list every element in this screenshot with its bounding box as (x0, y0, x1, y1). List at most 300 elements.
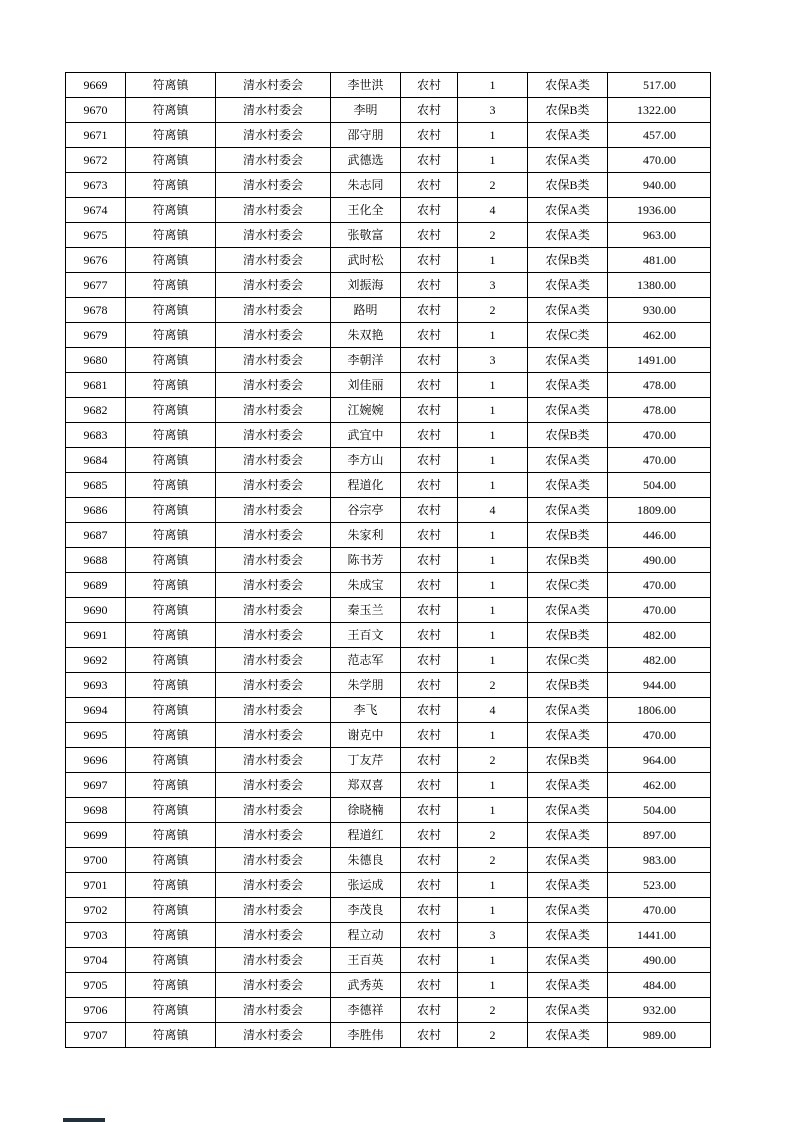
table-cell-residence: 农村 (401, 73, 458, 98)
table-cell-town: 符离镇 (126, 423, 216, 448)
table-cell-amount: 470.00 (608, 148, 711, 173)
table-cell-seq: 9704 (66, 948, 126, 973)
table-cell-seq: 9701 (66, 873, 126, 898)
table-cell-town: 符离镇 (126, 823, 216, 848)
table-row (66, 1023, 711, 1048)
table-row (66, 648, 711, 673)
table-cell-town: 符离镇 (126, 348, 216, 373)
table-cell-residence: 农村 (401, 898, 458, 923)
table-cell-name: 刘振海 (331, 273, 401, 298)
table-row (66, 473, 711, 498)
table-cell-scheme: 农保C类 (528, 573, 608, 598)
table-cell-town: 符离镇 (126, 873, 216, 898)
table-cell-residence: 农村 (401, 923, 458, 948)
table-cell-name: 武宜中 (331, 423, 401, 448)
table-cell-residence: 农村 (401, 548, 458, 573)
table-cell-residence: 农村 (401, 473, 458, 498)
table-row (66, 548, 711, 573)
table-cell-residence: 农村 (401, 498, 458, 523)
table-cell-residence: 农村 (401, 773, 458, 798)
table-cell-residence: 农村 (401, 348, 458, 373)
table-row (66, 523, 711, 548)
table-cell-residence: 农村 (401, 823, 458, 848)
table-cell-scheme: 农保A类 (528, 348, 608, 373)
table-cell-persons: 1 (458, 423, 528, 448)
table-cell-residence: 农村 (401, 373, 458, 398)
table-cell-amount: 470.00 (608, 448, 711, 473)
table-cell-persons: 2 (458, 848, 528, 873)
table-cell-scheme: 农保A类 (528, 948, 608, 973)
table-cell-scheme: 农保A类 (528, 973, 608, 998)
table-row (66, 148, 711, 173)
table-cell-seq: 9680 (66, 348, 126, 373)
table-row (66, 923, 711, 948)
table-cell-name: 郑双喜 (331, 773, 401, 798)
table-cell-village: 清水村委会 (216, 673, 331, 698)
table-cell-village: 清水村委会 (216, 998, 331, 1023)
table-cell-town: 符离镇 (126, 748, 216, 773)
table-row (66, 173, 711, 198)
table-cell-scheme: 农保A类 (528, 698, 608, 723)
table-cell-name: 丁友芹 (331, 748, 401, 773)
table-cell-village: 清水村委会 (216, 498, 331, 523)
table-cell-residence: 农村 (401, 1023, 458, 1048)
table-row (66, 323, 711, 348)
table-cell-name: 李胜伟 (331, 1023, 401, 1048)
table-cell-scheme: 农保A类 (528, 773, 608, 798)
table-row (66, 673, 711, 698)
table-cell-town: 符离镇 (126, 198, 216, 223)
table-cell-seq: 9696 (66, 748, 126, 773)
table-cell-name: 李朝洋 (331, 348, 401, 373)
table-cell-scheme: 农保A类 (528, 148, 608, 173)
table-row (66, 273, 711, 298)
table-cell-village: 清水村委会 (216, 648, 331, 673)
table-cell-residence: 农村 (401, 698, 458, 723)
table-cell-town: 符离镇 (126, 123, 216, 148)
next-page-row-fragment (63, 1118, 105, 1122)
table-cell-town: 符离镇 (126, 173, 216, 198)
table-cell-name: 朱成宝 (331, 573, 401, 598)
table-cell-name: 朱志同 (331, 173, 401, 198)
table-cell-persons: 1 (458, 873, 528, 898)
table-cell-persons: 1 (458, 973, 528, 998)
table-cell-residence: 农村 (401, 623, 458, 648)
table-cell-village: 清水村委会 (216, 523, 331, 548)
table-cell-town: 符离镇 (126, 898, 216, 923)
table-cell-persons: 2 (458, 673, 528, 698)
table-cell-amount: 897.00 (608, 823, 711, 848)
table-cell-village: 清水村委会 (216, 823, 331, 848)
table-cell-village: 清水村委会 (216, 373, 331, 398)
table-cell-scheme: 农保A类 (528, 398, 608, 423)
table-cell-amount: 478.00 (608, 398, 711, 423)
table-cell-residence: 农村 (401, 398, 458, 423)
table-cell-name: 王百英 (331, 948, 401, 973)
table-cell-scheme: 农保A类 (528, 798, 608, 823)
table-cell-scheme: 农保A类 (528, 898, 608, 923)
table-cell-town: 符离镇 (126, 298, 216, 323)
table-cell-seq: 9702 (66, 898, 126, 923)
table-cell-scheme: 农保A类 (528, 298, 608, 323)
table-cell-village: 清水村委会 (216, 573, 331, 598)
table-cell-seq: 9700 (66, 848, 126, 873)
table-cell-name: 路明 (331, 298, 401, 323)
table-cell-village: 清水村委会 (216, 148, 331, 173)
table-cell-seq: 9691 (66, 623, 126, 648)
table-cell-persons: 1 (458, 248, 528, 273)
table-row (66, 198, 711, 223)
table-row (66, 823, 711, 848)
table-cell-town: 符离镇 (126, 148, 216, 173)
table-cell-village: 清水村委会 (216, 173, 331, 198)
table-cell-scheme: 农保A类 (528, 73, 608, 98)
table-cell-name: 李世洪 (331, 73, 401, 98)
table-cell-town: 符离镇 (126, 598, 216, 623)
table-cell-town: 符离镇 (126, 848, 216, 873)
table-cell-scheme: 农保A类 (528, 823, 608, 848)
table-cell-seq: 9707 (66, 1023, 126, 1048)
table-cell-seq: 9706 (66, 998, 126, 1023)
table-cell-name: 徐晓楠 (331, 798, 401, 823)
table-cell-seq: 9686 (66, 498, 126, 523)
table-cell-town: 符离镇 (126, 73, 216, 98)
table-cell-town: 符离镇 (126, 523, 216, 548)
table-row (66, 348, 711, 373)
table-cell-village: 清水村委会 (216, 748, 331, 773)
table-cell-seq: 9679 (66, 323, 126, 348)
table-cell-name: 程道红 (331, 823, 401, 848)
table-cell-amount: 940.00 (608, 173, 711, 198)
table-cell-persons: 1 (458, 73, 528, 98)
table-cell-scheme: 农保B类 (528, 548, 608, 573)
table-row (66, 423, 711, 448)
table-row (66, 898, 711, 923)
table-cell-village: 清水村委会 (216, 398, 331, 423)
table-cell-amount: 1380.00 (608, 273, 711, 298)
table-cell-name: 武秀英 (331, 973, 401, 998)
table-cell-village: 清水村委会 (216, 123, 331, 148)
table-cell-scheme: 农保A类 (528, 998, 608, 1023)
table-row (66, 123, 711, 148)
table-cell-scheme: 农保A类 (528, 873, 608, 898)
table-cell-scheme: 农保A类 (528, 448, 608, 473)
table-cell-town: 符离镇 (126, 723, 216, 748)
table-cell-scheme: 农保B类 (528, 248, 608, 273)
table-cell-village: 清水村委会 (216, 473, 331, 498)
table-cell-persons: 3 (458, 348, 528, 373)
table-cell-name: 李飞 (331, 698, 401, 723)
table-cell-town: 符离镇 (126, 398, 216, 423)
table-row (66, 798, 711, 823)
table-cell-village: 清水村委会 (216, 848, 331, 873)
table-cell-seq: 9694 (66, 698, 126, 723)
table-cell-name: 秦玉兰 (331, 598, 401, 623)
table-cell-seq: 9683 (66, 423, 126, 448)
table-cell-village: 清水村委会 (216, 73, 331, 98)
table-cell-seq: 9671 (66, 123, 126, 148)
table-cell-village: 清水村委会 (216, 198, 331, 223)
table-cell-village: 清水村委会 (216, 623, 331, 648)
table-cell-persons: 1 (458, 548, 528, 573)
table-cell-scheme: 农保A类 (528, 848, 608, 873)
table-cell-town: 符离镇 (126, 673, 216, 698)
table-cell-seq: 9675 (66, 223, 126, 248)
table-cell-scheme: 农保B类 (528, 623, 608, 648)
table-cell-seq: 9669 (66, 73, 126, 98)
table-cell-amount: 1936.00 (608, 198, 711, 223)
table-cell-amount: 482.00 (608, 623, 711, 648)
table-cell-village: 清水村委会 (216, 298, 331, 323)
table-cell-name: 武时松 (331, 248, 401, 273)
table-cell-town: 符离镇 (126, 323, 216, 348)
table-cell-persons: 1 (458, 323, 528, 348)
table-cell-persons: 1 (458, 123, 528, 148)
table-cell-scheme: 农保A类 (528, 723, 608, 748)
table-cell-amount: 932.00 (608, 998, 711, 1023)
table-cell-seq: 9687 (66, 523, 126, 548)
table-cell-village: 清水村委会 (216, 723, 331, 748)
table-cell-town: 符离镇 (126, 623, 216, 648)
table-row (66, 248, 711, 273)
table-cell-amount: 470.00 (608, 898, 711, 923)
table-cell-seq: 9697 (66, 773, 126, 798)
table-cell-name: 王化全 (331, 198, 401, 223)
table-cell-residence: 农村 (401, 848, 458, 873)
table-cell-persons: 2 (458, 298, 528, 323)
table-cell-amount: 457.00 (608, 123, 711, 148)
table-cell-amount: 478.00 (608, 373, 711, 398)
table-cell-persons: 2 (458, 173, 528, 198)
table-cell-scheme: 农保B类 (528, 748, 608, 773)
table-cell-persons: 2 (458, 998, 528, 1023)
table-cell-village: 清水村委会 (216, 798, 331, 823)
table-cell-residence: 农村 (401, 423, 458, 448)
table-cell-residence: 农村 (401, 798, 458, 823)
table-cell-residence: 农村 (401, 198, 458, 223)
table-cell-persons: 1 (458, 948, 528, 973)
table-cell-residence: 农村 (401, 973, 458, 998)
table-cell-scheme: 农保B类 (528, 173, 608, 198)
table-row (66, 448, 711, 473)
table-cell-scheme: 农保A类 (528, 923, 608, 948)
table-cell-town: 符离镇 (126, 373, 216, 398)
table-cell-persons: 3 (458, 273, 528, 298)
table-cell-residence: 农村 (401, 723, 458, 748)
table-cell-amount: 1322.00 (608, 98, 711, 123)
table-cell-village: 清水村委会 (216, 423, 331, 448)
table-cell-residence: 农村 (401, 448, 458, 473)
table-cell-amount: 470.00 (608, 573, 711, 598)
table-cell-persons: 3 (458, 923, 528, 948)
table-cell-town: 符离镇 (126, 573, 216, 598)
table-cell-residence: 农村 (401, 873, 458, 898)
table-cell-amount: 983.00 (608, 848, 711, 873)
table-cell-scheme: 农保A类 (528, 1023, 608, 1048)
table-row (66, 298, 711, 323)
table-cell-seq: 9673 (66, 173, 126, 198)
table-cell-scheme: 农保A类 (528, 223, 608, 248)
table-cell-amount: 470.00 (608, 723, 711, 748)
table-cell-town: 符离镇 (126, 773, 216, 798)
table-cell-name: 江婉婉 (331, 398, 401, 423)
table-cell-residence: 农村 (401, 523, 458, 548)
table-cell-seq: 9705 (66, 973, 126, 998)
table-cell-name: 李茂良 (331, 898, 401, 923)
table-cell-amount: 482.00 (608, 648, 711, 673)
table-cell-amount: 1809.00 (608, 498, 711, 523)
table-cell-scheme: 农保B类 (528, 673, 608, 698)
table-cell-amount: 523.00 (608, 873, 711, 898)
table-cell-town: 符离镇 (126, 98, 216, 123)
table-cell-persons: 1 (458, 373, 528, 398)
table-cell-village: 清水村委会 (216, 248, 331, 273)
table-cell-amount: 1491.00 (608, 348, 711, 373)
table-cell-town: 符离镇 (126, 448, 216, 473)
table-cell-scheme: 农保A类 (528, 373, 608, 398)
table-cell-amount: 462.00 (608, 323, 711, 348)
table-cell-residence: 农村 (401, 648, 458, 673)
table-cell-name: 武德选 (331, 148, 401, 173)
table-cell-name: 张敬富 (331, 223, 401, 248)
table-cell-residence: 农村 (401, 223, 458, 248)
table-cell-persons: 4 (458, 198, 528, 223)
table-cell-village: 清水村委会 (216, 773, 331, 798)
table-cell-scheme: 农保A类 (528, 273, 608, 298)
table-cell-persons: 1 (458, 523, 528, 548)
table-cell-town: 符离镇 (126, 498, 216, 523)
table-cell-town: 符离镇 (126, 248, 216, 273)
table-cell-name: 朱双艳 (331, 323, 401, 348)
table-cell-name: 朱家利 (331, 523, 401, 548)
table-row (66, 498, 711, 523)
table-cell-residence: 农村 (401, 248, 458, 273)
table-cell-town: 符离镇 (126, 998, 216, 1023)
table-cell-persons: 2 (458, 1023, 528, 1048)
table-cell-village: 清水村委会 (216, 898, 331, 923)
table-cell-amount: 944.00 (608, 673, 711, 698)
table-cell-town: 符离镇 (126, 1023, 216, 1048)
table-cell-amount: 963.00 (608, 223, 711, 248)
table-cell-amount: 504.00 (608, 473, 711, 498)
table-cell-name: 刘佳丽 (331, 373, 401, 398)
table-cell-village: 清水村委会 (216, 273, 331, 298)
table-cell-town: 符离镇 (126, 473, 216, 498)
table-cell-seq: 9684 (66, 448, 126, 473)
table-cell-village: 清水村委会 (216, 1023, 331, 1048)
table-cell-persons: 1 (458, 623, 528, 648)
table-cell-residence: 农村 (401, 573, 458, 598)
table-cell-amount: 484.00 (608, 973, 711, 998)
table-cell-residence: 农村 (401, 298, 458, 323)
table-cell-persons: 1 (458, 898, 528, 923)
table-row (66, 98, 711, 123)
table-cell-seq: 9678 (66, 298, 126, 323)
table-cell-persons: 1 (458, 573, 528, 598)
table-cell-persons: 1 (458, 598, 528, 623)
table-cell-seq: 9689 (66, 573, 126, 598)
table-cell-name: 李明 (331, 98, 401, 123)
table-cell-scheme: 农保B类 (528, 98, 608, 123)
table-cell-name: 程立动 (331, 923, 401, 948)
table-row (66, 398, 711, 423)
table-row (66, 573, 711, 598)
table-cell-village: 清水村委会 (216, 698, 331, 723)
table-cell-seq: 9674 (66, 198, 126, 223)
table-row (66, 998, 711, 1023)
table-cell-seq: 9699 (66, 823, 126, 848)
table-cell-seq: 9682 (66, 398, 126, 423)
table-cell-seq: 9692 (66, 648, 126, 673)
table-row (66, 873, 711, 898)
table-cell-residence: 农村 (401, 148, 458, 173)
table-cell-name: 朱学朋 (331, 673, 401, 698)
table-cell-town: 符离镇 (126, 923, 216, 948)
table-cell-persons: 1 (458, 473, 528, 498)
table-cell-name: 李方山 (331, 448, 401, 473)
table-cell-seq: 9676 (66, 248, 126, 273)
table-cell-amount: 504.00 (608, 798, 711, 823)
table-cell-scheme: 农保A类 (528, 198, 608, 223)
table-cell-town: 符离镇 (126, 698, 216, 723)
table-cell-scheme: 农保A类 (528, 598, 608, 623)
table-cell-residence: 农村 (401, 123, 458, 148)
table-cell-residence: 农村 (401, 673, 458, 698)
table-cell-name: 张运成 (331, 873, 401, 898)
table-cell-persons: 2 (458, 223, 528, 248)
table-cell-persons: 1 (458, 448, 528, 473)
table-cell-name: 程道化 (331, 473, 401, 498)
subsidy-table (65, 72, 711, 1048)
table-cell-persons: 2 (458, 823, 528, 848)
table-cell-seq: 9703 (66, 923, 126, 948)
table-cell-town: 符离镇 (126, 648, 216, 673)
table-cell-persons: 1 (458, 648, 528, 673)
table-cell-amount: 470.00 (608, 423, 711, 448)
table-cell-scheme: 农保B类 (528, 423, 608, 448)
table-row (66, 623, 711, 648)
table-cell-village: 清水村委会 (216, 223, 331, 248)
table-cell-town: 符离镇 (126, 798, 216, 823)
table-cell-persons: 3 (458, 98, 528, 123)
table-cell-amount: 930.00 (608, 298, 711, 323)
table-cell-village: 清水村委会 (216, 873, 331, 898)
table-cell-residence: 农村 (401, 173, 458, 198)
table-cell-village: 清水村委会 (216, 323, 331, 348)
table-row (66, 773, 711, 798)
table-cell-village: 清水村委会 (216, 973, 331, 998)
subsidy-table-body (66, 73, 711, 1048)
table-cell-persons: 1 (458, 398, 528, 423)
table-row (66, 698, 711, 723)
table-cell-residence: 农村 (401, 273, 458, 298)
table-cell-amount: 964.00 (608, 748, 711, 773)
table-cell-name: 李德祥 (331, 998, 401, 1023)
table-cell-amount: 1441.00 (608, 923, 711, 948)
table-row (66, 373, 711, 398)
table-cell-name: 谢克中 (331, 723, 401, 748)
table-cell-name: 陈书芳 (331, 548, 401, 573)
table-cell-village: 清水村委会 (216, 948, 331, 973)
table-cell-persons: 1 (458, 723, 528, 748)
table-cell-village: 清水村委会 (216, 598, 331, 623)
table-cell-village: 清水村委会 (216, 98, 331, 123)
table-cell-seq: 9693 (66, 673, 126, 698)
table-cell-persons: 1 (458, 773, 528, 798)
table-cell-village: 清水村委会 (216, 348, 331, 373)
table-cell-village: 清水村委会 (216, 448, 331, 473)
table-cell-residence: 农村 (401, 948, 458, 973)
